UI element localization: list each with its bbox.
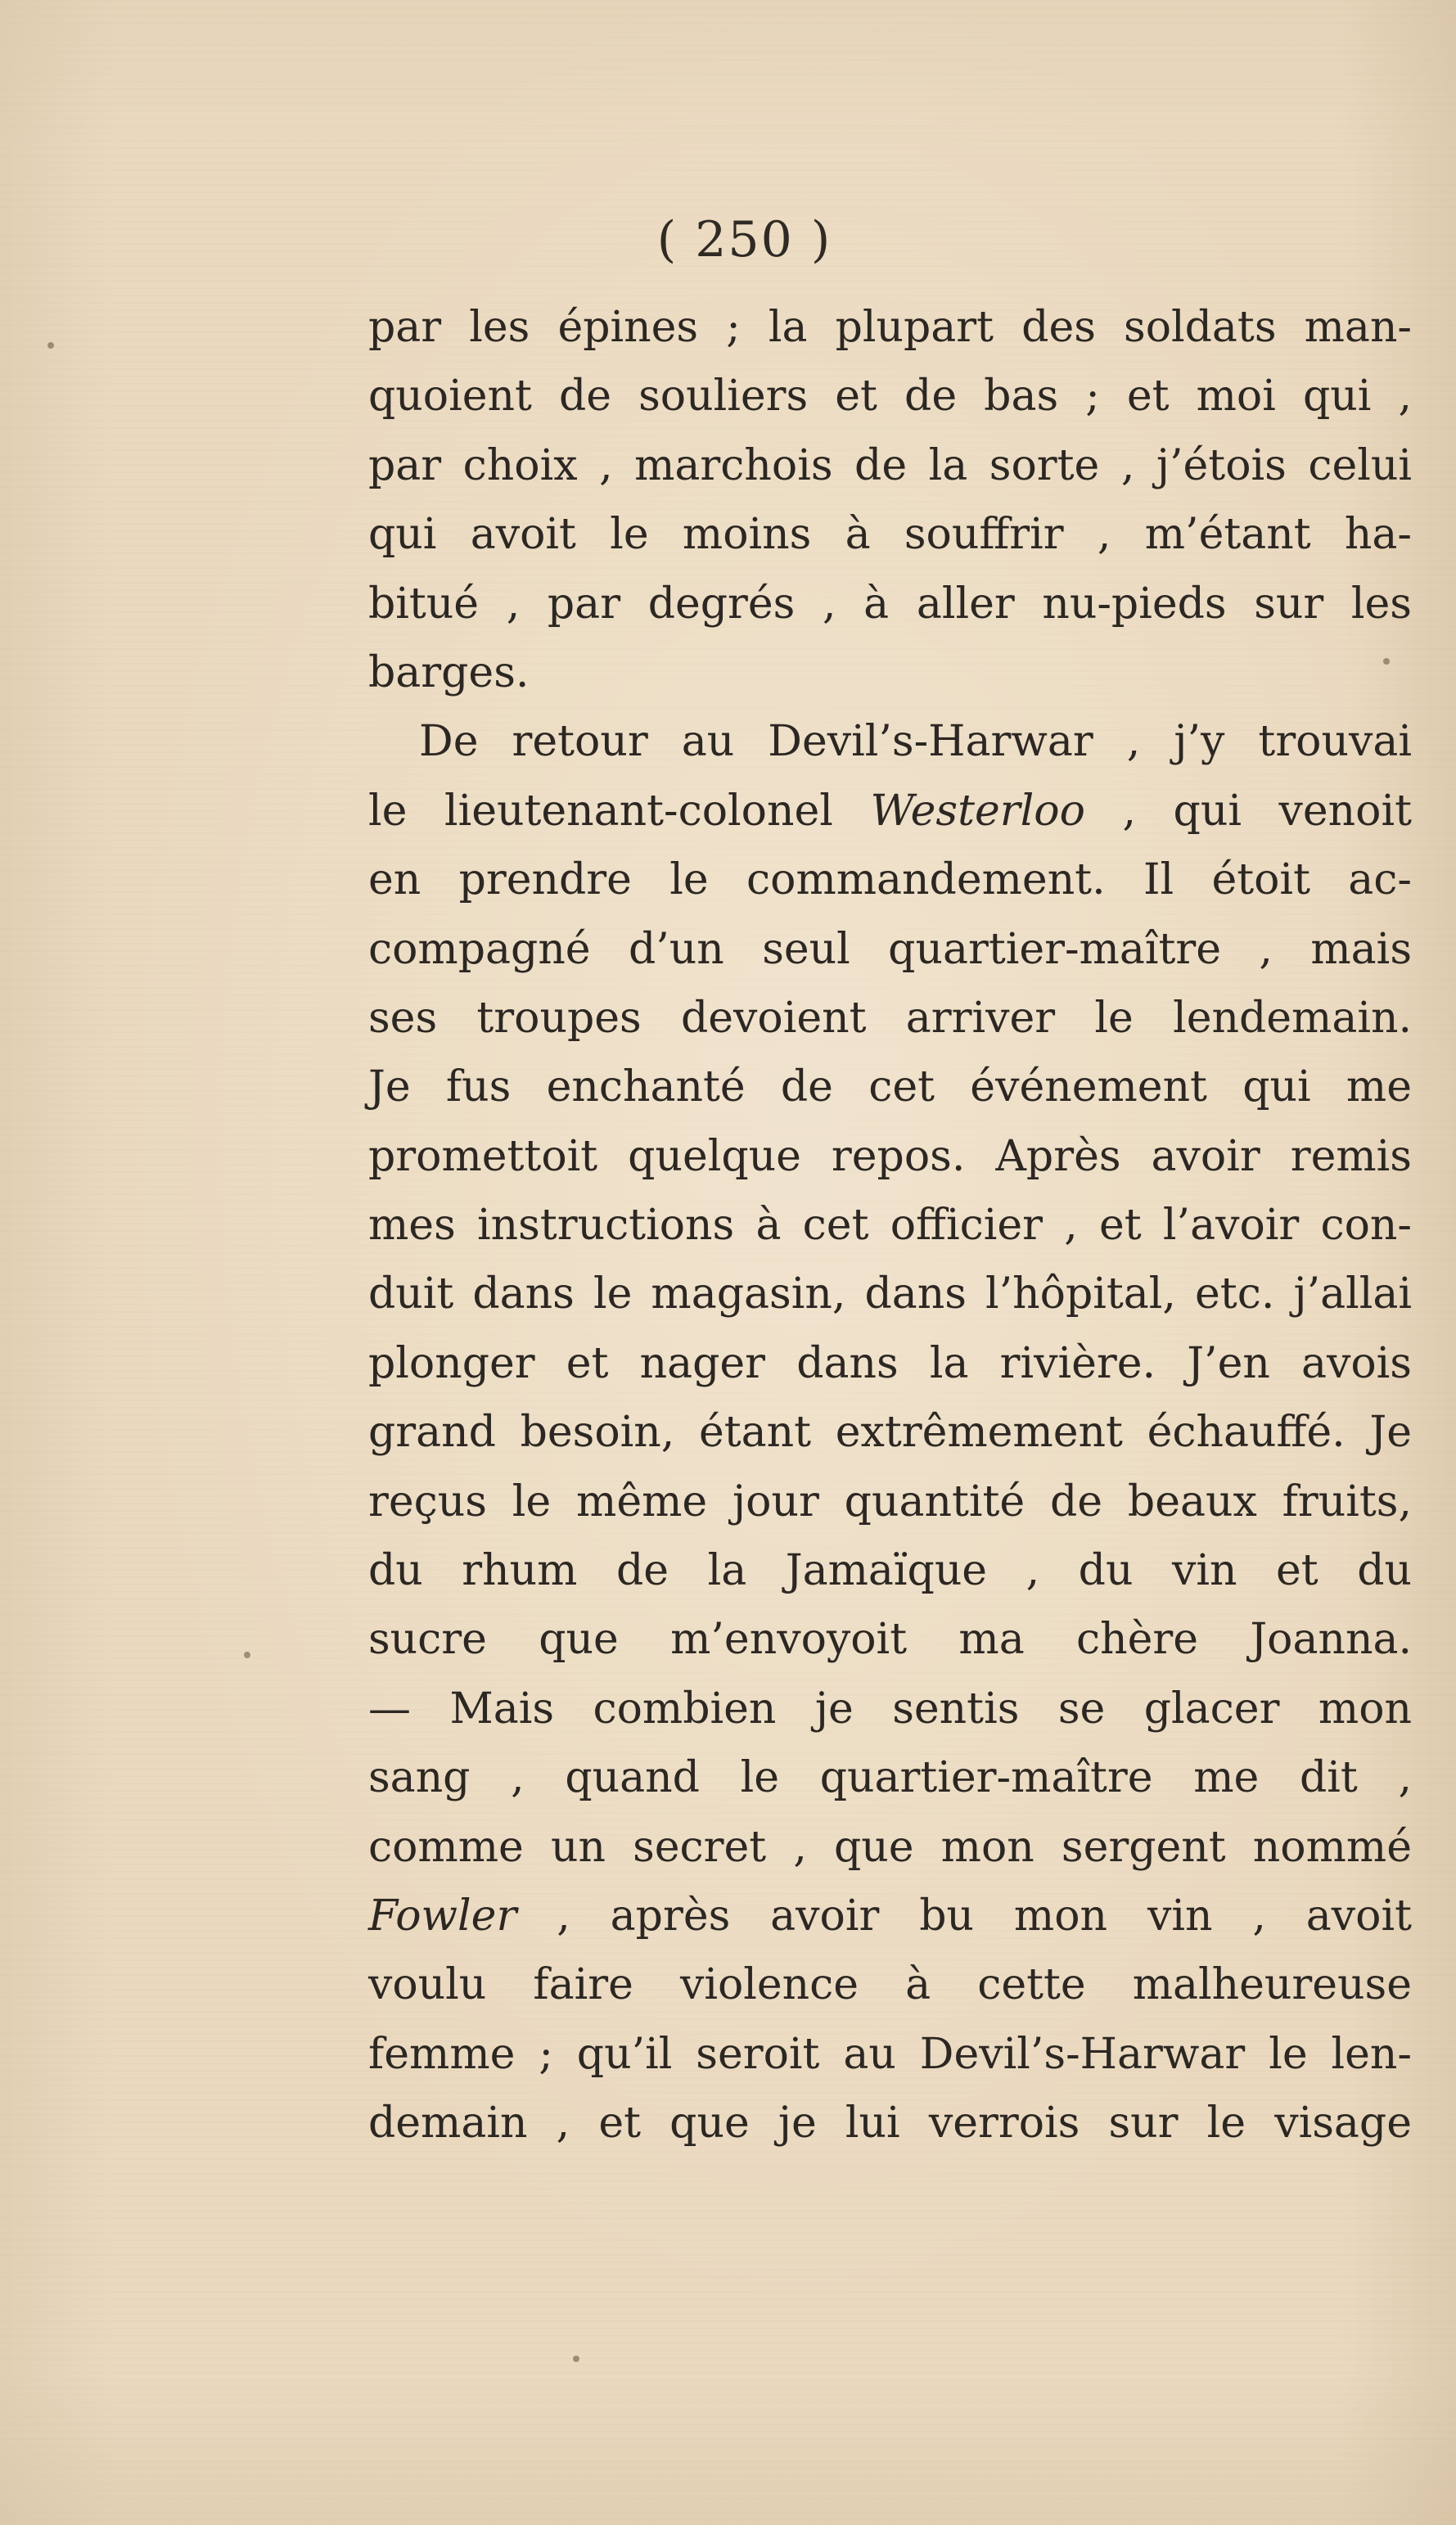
text-line: Je fus enchanté de cet événement qui me: [368, 1062, 1412, 1112]
italic-name: Fowler: [368, 1891, 517, 1941]
text-line: — Mais combien je sentis se glacer mon: [368, 1684, 1412, 1734]
text-segment: le lieutenant-colonel: [368, 786, 871, 836]
text-line: sucre que m’envoyoit ma chère Joanna.: [368, 1615, 1412, 1665]
body-text: [368, 293, 1412, 2158]
text-line: duit dans le magasin, dans l’hôpital, etc. j’allai: [368, 1269, 1412, 1319]
italic-name: Westerloo: [870, 786, 1085, 836]
text-line: sang , quand le quartier-maître me dit ,: [368, 1753, 1412, 1803]
text-line: voulu faire violence à cette malheureuse: [368, 1960, 1412, 2010]
ink-speck: [244, 1652, 250, 1658]
text-line: plonger et nager dans la rivière. J’en avois: [368, 1338, 1412, 1388]
text-segment: , qui venoit: [1084, 786, 1413, 836]
text-line: comme un secret , que mon sergent nommé: [368, 1822, 1412, 1872]
text-line: [368, 777, 1412, 845]
page-number: ( 250 ): [656, 211, 832, 268]
text-line: compagné d’un seul quartier-maître , mais: [368, 924, 1412, 974]
text-line: demain , et que je lui verrois sur le visage: [368, 2099, 1412, 2149]
text-line: du rhum de la Jamaïque , du vin et du: [368, 1546, 1412, 1596]
ink-speck: [47, 342, 54, 349]
paragraph-start-line: De retour au Devil’s-Harwar , j’y trouvai: [419, 717, 1412, 767]
text-line: barges.: [368, 647, 530, 697]
text-line: [368, 1882, 1412, 1950]
text-line: reçus le même jour quantité de beaux fruits,: [368, 1477, 1412, 1526]
text-line: grand besoin, étant extrêmement échauffé. Je: [368, 1408, 1412, 1458]
text-line: bitué , par degrés , à aller nu-pieds sur les: [368, 579, 1412, 629]
text-line: par choix , marchois de la sorte , j’étois celui: [368, 440, 1412, 490]
text-line: femme ; qu’il seroit au Devil’s-Harwar le len-: [368, 2029, 1412, 2079]
text-line: par les épines ; la plupart des soldats man-: [368, 303, 1412, 352]
text-line: mes instructions à cet officier , et l’avoir con-: [368, 1201, 1412, 1251]
text-line: ses troupes devoient arriver le lendemain.: [368, 993, 1412, 1043]
ink-speck: [1383, 658, 1390, 665]
text-line: en prendre le commandement. Il étoit ac-: [368, 855, 1412, 905]
text-line: promettoit quelque repos. Après avoir remis: [368, 1131, 1412, 1181]
text-segment: , après avoir bu mon vin , avoit: [516, 1891, 1412, 1941]
text-line: qui avoit le moins à souffrir , m’étant ha-: [368, 510, 1412, 560]
ink-speck: [573, 2356, 579, 2362]
text-line: quoient de souliers et de bas ; et moi qui ,: [368, 372, 1412, 422]
